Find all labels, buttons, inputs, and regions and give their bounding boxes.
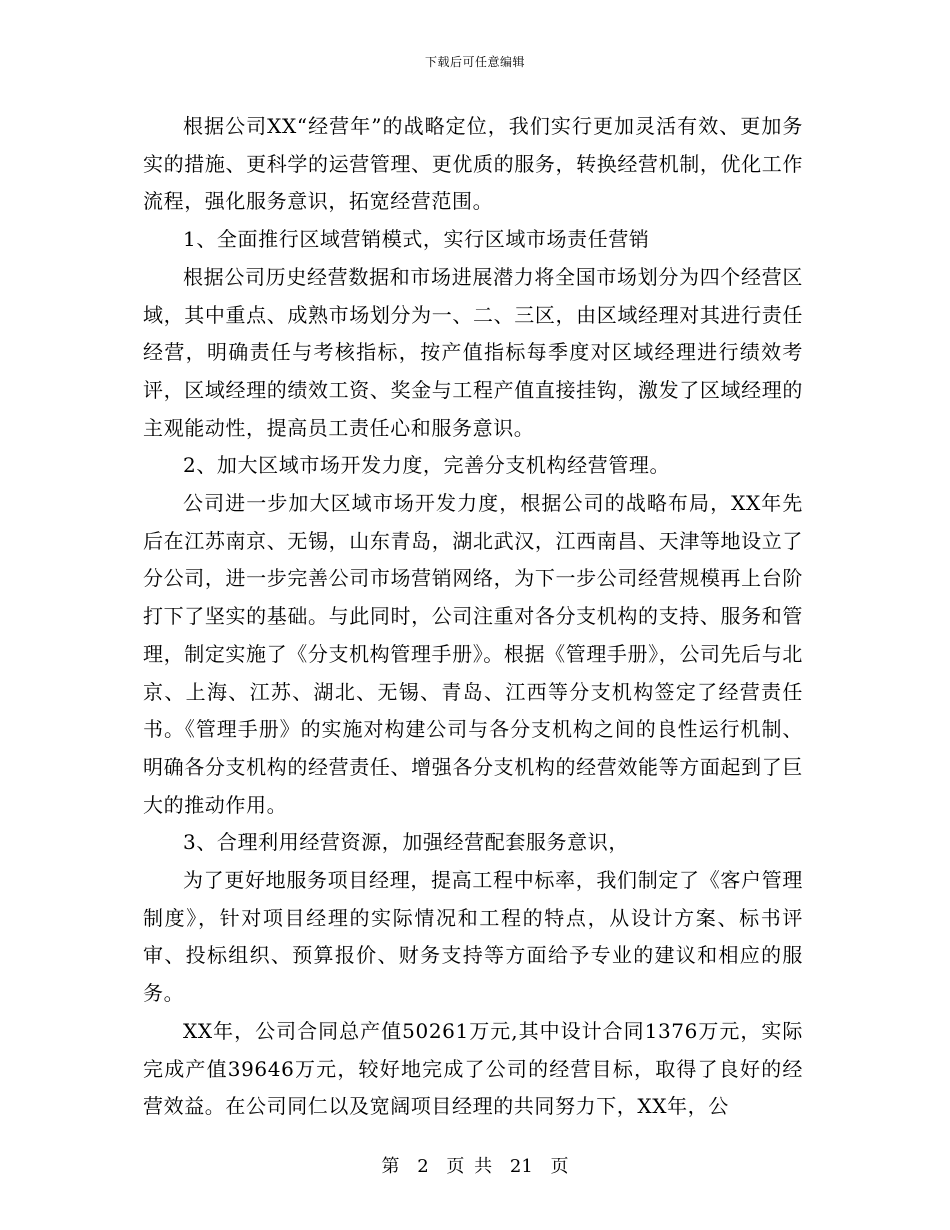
footer-prefix: 第: [381, 1156, 400, 1177]
footer-total-pages: 21: [509, 1156, 533, 1177]
paragraph-section-3: 为了更好地服务项目经理，提高工程中标率，我们制定了《客户管理制度》，针对项目经理的实际情况和工程的特点，从设计方案、标书评审、投标组织、预算报价、财务支持等方面给予专业的建议和相应的服务。: [143, 868, 803, 1006]
footer-suffix: 页: [550, 1156, 569, 1177]
header-note: 下载后可任意编辑: [424, 55, 525, 69]
page-footer: [0, 1155, 950, 1179]
section-heading-2: 2、加大区域市场开发力度，完善分支机构经营管理。: [183, 453, 671, 478]
footer-middle: 页 共: [446, 1156, 493, 1177]
paragraph-section-1: 根据公司历史经营数据和市场进展潜力将全国市场划分为四个经营区域，其中重点、成熟市场划分为一、二、三区，由区域经理对其进行责任经营，明确责任与考核指标，按产值指标每季度对区域经理进行绩效考评，区域经理的绩效工资、奖金与工程产值直接挂钩，激发了区域经理的主观能动性，提高员工责任心和服务意识。: [143, 264, 803, 440]
paragraph-results: XX年，公司合同总产值50261万元,其中设计合同1376万元，实际完成产值39646万元，较好地完成了公司的经营目标，取得了良好的经营效益。在公司同仁以及宽阔项目经理的共同努力下，XX年，公: [143, 1018, 803, 1119]
section-heading-3: 3、合理利用经营资源，加强经营配套服务意识，: [183, 830, 629, 855]
paragraph-intro: 根据公司XX“经营年”的战略定位，我们实行更加灵活有效、更加务实的措施、更科学的运营管理、更优质的服务，转换经营机制，优化工作流程，强化服务意识，拓宽经营范围。: [143, 114, 803, 214]
page-header: [0, 54, 950, 70]
document-body: [143, 108, 803, 1126]
paragraph-section-2: 公司进一步加大区域市场开发力度，根据公司的战略布局，XX年先后在江苏南京、无锡，山东青岛，湖北武汉，江西南昌、天津等地设立了分公司，进一步完善公司市场营销网络，为下一步公司经营规模再上台阶打下了坚实的基础。与此同时，公司注重对各分支机构的支持、服务和管理，制定实施了《分支机构管理手册》。根据《管理手册》，公司先后与北京、上海、江苏、湖北、无锡、青岛、江西等分支机构签定了经营责任书。《管理手册》的实施对构建公司与各分支机构之间的良性运行机制、明确各分支机构的经营责任、增强各分支机构的经营效能等方面起到了巨大的推动作用。: [143, 491, 803, 817]
section-heading-1: 1、全面推行区域营销模式，实行区域市场责任营销: [183, 227, 650, 252]
footer-current-page: 2: [417, 1156, 429, 1177]
